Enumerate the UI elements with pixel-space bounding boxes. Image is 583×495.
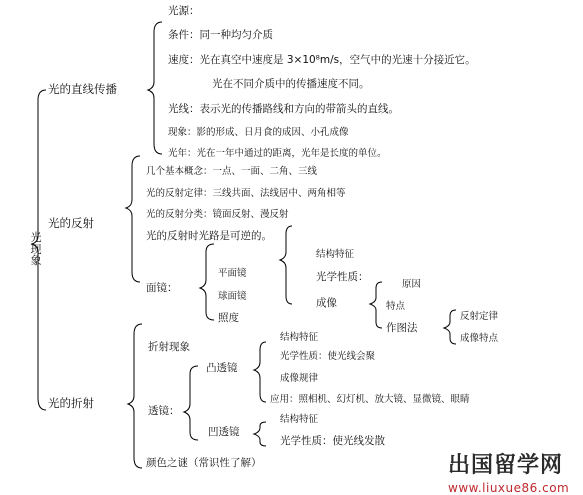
reflection-item: 几个基本概念：一点、一面、二角、三线	[146, 166, 318, 177]
imaging-brace	[370, 282, 382, 328]
refraction-brace	[128, 324, 142, 468]
straight-item: 条件：同一种均匀介质	[168, 29, 273, 41]
reflection-item: 光的反射定律：三线共面、法线居中、两角相等	[146, 188, 346, 199]
root-title: 光现象	[30, 231, 42, 268]
convex-brace	[254, 342, 266, 402]
reflection-item: 光的反射时光路是可逆的。	[146, 230, 272, 242]
section-straight-label: 光的直线传播	[48, 82, 117, 96]
straight-item: 光线：表示光的传播路线和方向的带箭头的直线。	[168, 103, 399, 115]
mirror-label: 面镜：	[146, 282, 178, 294]
mirror-imaging: 成像	[316, 297, 337, 309]
convex-lens-label: 凸透镜	[206, 362, 238, 374]
watermark-title: 出国留学网	[448, 453, 564, 478]
straight-item: 光源：	[168, 5, 200, 17]
drawing-item: 反射定律	[460, 311, 499, 322]
mirror-type: 球面镜	[218, 291, 247, 302]
straight-brace	[148, 22, 162, 154]
refraction-phenomenon: 折射现象	[148, 341, 190, 353]
reflection-item: 光的反射分类：镜面反射、漫反射	[146, 209, 289, 220]
watermark-url: www.liuxue86.com	[448, 481, 570, 495]
straight-item: 光年：光在一年中通过的距离，光年是长度的单位。	[168, 148, 387, 159]
convex-item: 结构特征	[280, 332, 319, 343]
lens-brace	[184, 366, 198, 440]
plane-mirror-brace	[280, 226, 292, 304]
lens-label: 透镜：	[148, 405, 180, 417]
convex-item: 应用：照相机、幻灯机、放大镜、显微镜、眼睛	[270, 394, 470, 405]
section-refraction-label: 光的折射	[48, 396, 94, 410]
mirror-optical: 光学性质：	[316, 271, 369, 283]
imaging-item: 作图法	[386, 322, 418, 334]
concave-brace	[254, 422, 266, 446]
concave-item: 结构特征	[280, 414, 319, 425]
concave-item: 光学性质：使光线发散	[280, 435, 385, 447]
mirror-type: 平面镜	[218, 268, 247, 279]
color-mystery: 颜色之谜（常识性了解）	[146, 457, 262, 469]
mirror-type: 照度	[218, 312, 239, 324]
straight-item: 速度：光在真空中速度是 3×10⁸m/s，空气中的光速十分接近它。	[168, 54, 476, 66]
reflection-brace	[126, 156, 140, 282]
drawing-brace	[444, 310, 456, 344]
straight-item: 现象：影的形成、日月食的成因、小孔成像	[168, 127, 349, 138]
section-reflection-label: 光的反射	[48, 216, 94, 230]
convex-item: 成像规律	[280, 373, 319, 384]
mirror-brace	[200, 244, 214, 320]
imaging-item: 原因	[402, 279, 422, 290]
drawing-item: 成像特点	[460, 333, 499, 344]
convex-item: 光学性质：使光线会聚	[280, 351, 376, 362]
concave-lens-label: 凹透镜	[208, 426, 240, 438]
mirror-structure: 结构特征	[316, 249, 355, 260]
straight-item: 光在不同介质中的传播速度不同。	[212, 78, 370, 90]
imaging-item: 特点	[386, 301, 406, 312]
